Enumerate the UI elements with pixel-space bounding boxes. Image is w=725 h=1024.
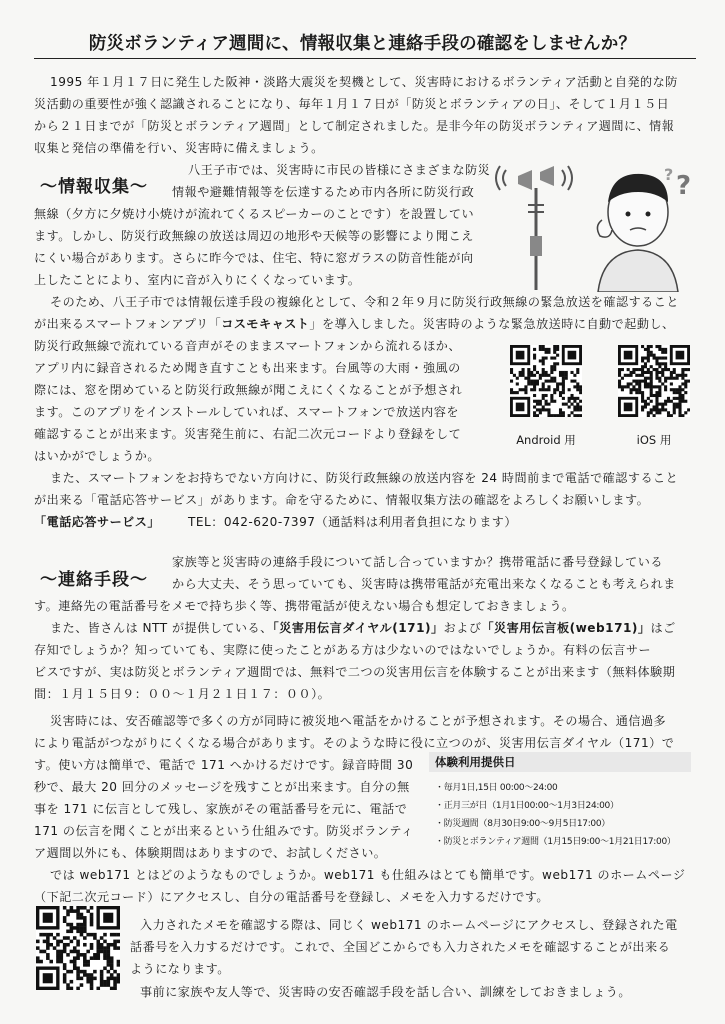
android-qr-label: Android 用: [516, 433, 576, 447]
page-title: 防災ボランティア週間に、情報収集と連絡手段の確認をしませんか？: [88, 34, 637, 54]
usage-line-7: ア週間以外にも、体験期間はありますので、お試しください。: [34, 846, 387, 860]
speaker-tower-icon: [496, 166, 572, 290]
dial-line-3: ビスですが、実は防災とボランティア週間では、無料で二つの災害用伝言を体験することが出来ます（無料体験期: [34, 665, 676, 679]
info-line-5: にくい場合があります。さらに昨今では、住宅、特に窓ガラスの防音性能が向: [34, 251, 474, 265]
web171-line-1: では web171 とはどのようなものでしょうか。web171 も仕組みはとても簡単です。web171 のホームページ: [50, 868, 686, 882]
schedule-item: ・防災とボランティア週間（1月15日9:00～1月21日17:00）: [435, 837, 676, 847]
web171-name: 「災害用伝言板(web171)」: [481, 621, 651, 635]
contact-line-1: 家族等と災害時の連絡手段について話し合っていますか？携帯電話に番号登録している: [172, 555, 663, 569]
schedule-item: ・正月三が日（1月1日00:00～1月3日24:00）: [435, 801, 619, 811]
schedule-item: ・毎月1日,15日 00:00～24:00: [435, 783, 558, 793]
intro-line-4: 収集と発信の準備を行い、災害時に備えましょう。: [34, 141, 324, 155]
speaker-illustration: [488, 150, 698, 292]
dial-line-2: 存知でしょうか？知っていても、実際に使ったことがある方は少ないのではないでしょうか。有料の伝言サー: [34, 643, 652, 657]
app-line-1: そのため、八王子市では情報伝達手段の複線化として、令和２年９月に防災行政無線の緊急放送を確認すること: [50, 295, 679, 309]
intro-line-2: 災活動の重要性が強く認識されることになり、毎年１月１７日が「防災とボランティアの日」、そして１月１５日: [34, 97, 670, 111]
contact-line-2: から大丈夫、そう思っていても、災害時は携帯電話が充電出来なくなることも考えられま: [172, 577, 676, 591]
info-line-2: 情報や避難情報等を伝達するため市内各所に防災行政: [172, 185, 475, 199]
dial-171-name: 「災害用伝言ダイヤル(171)」: [272, 621, 444, 635]
usage-line-4: 秒で、最大 20 回分のメッセージを残すことが出来ます。自分の無: [34, 780, 410, 794]
phone-number: TEL：042-620-7397（通話料は利用者負担になります）: [187, 515, 517, 529]
phone-service-info: [34, 511, 517, 533]
web171-line-2: （下記二次元コード）にアクセスし、自分の電話番号を登録し、メモを入力するだけです。: [34, 890, 550, 904]
intro-line-1: 1995 年１月１７日に発生した阪神・淡路大震災を契機として、災害時におけるボランティア活動と自発的な防: [50, 75, 678, 89]
phone-service-line-1: また、スマートフォンをお持ちでない方向けに、防災行政無線の放送内容を 24 時間前まで電話で確認すること: [50, 471, 679, 485]
contact-line-3: す。連絡先の電話番号をメモで持ち歩く等、携帯電話が使えない場合も想定しておきましょう。: [34, 599, 575, 613]
android-qr-code[interactable]: [510, 345, 582, 417]
usage-line-6: 171 の伝言を聞くことが出来るという仕組みです。防災ボランティ: [34, 824, 414, 838]
dial-line-4: 間：１月１５日９：００～１月２１日１７：００）。: [34, 687, 331, 701]
web171-line-3: 入力されたメモを確認する際は、同じく web171 のホームページにアクセスし、登録された電: [140, 918, 678, 932]
closing-line: 事前に家族や友人等で、災害時の安否確認手段を話し合い、訓練をしておきましょう。: [140, 985, 631, 999]
app-line-2: が出来るスマートフォンアプリ「コスモキャスト」を導入しました。災害時のような緊急放送時に自動で起動し、: [34, 317, 675, 331]
web171-line-5: ようになります。: [130, 962, 230, 976]
phone-service-label: 「電話応答サービス」: [34, 515, 160, 529]
ios-qr-label: iOS 用: [636, 433, 672, 447]
app-name: コスモキャスト: [221, 317, 310, 331]
usage-line-2: により電話がつながりにくくなる場合があります。そのような時に役に立つのが、災害用伝言ダイヤル（171）で: [34, 736, 675, 750]
app-line-6: ます。このアプリをインストールしていれば、スマートフォンで放送内容を: [34, 405, 459, 419]
schedule-title: 体験利用提供日: [429, 752, 691, 772]
info-line-6: 上したことにより、室内に音が入りにくくなっています。: [34, 273, 361, 287]
app-line-3: 防災行政無線で流れている音声がそのままスマートフォンから流れるほか、: [34, 339, 461, 353]
confused-person-icon: [597, 165, 691, 292]
info-line-4: ます。しかし、防災行政無線の放送は周辺の地形や天候等の影響により聞こえ: [34, 229, 474, 243]
svg-text:?: ?: [664, 165, 674, 184]
app-line-7: 確認することが出来ます。災害発生前に、右記二次元コードより登録をして: [34, 427, 462, 441]
usage-line-5: 事を 171 に伝言として残し、家族がその電話番号を元に、電話で: [34, 802, 408, 816]
title-underline: [34, 58, 696, 59]
usage-line-1: 災害時には、安否確認等で多くの方が同時に被災地へ電話をかけることが予想されます。その場合、通信過多: [50, 714, 667, 728]
section-heading-contact: ～連絡手段～: [40, 570, 148, 590]
app-line-8: はいかがでしょうか。: [34, 449, 160, 463]
dial-line-1: また、皆さんは NTT が提供している、「災害用伝言ダイヤル(171)」および「災害用伝言板(web171)」はご: [50, 621, 676, 635]
svg-text:?: ?: [676, 171, 692, 201]
usage-line-3: す。使い方は簡単で、電話で 171 へかけるだけです。録音時間 30: [34, 758, 414, 772]
intro-line-3: から２１日までが「防災とボランティア週間」として制定されました。是非今年の防災ボランティア週間に、情報: [34, 119, 675, 133]
ios-qr-code[interactable]: [618, 345, 690, 417]
schedule-item: ・防災週間（8月30日9:00～9月5日17:00）: [435, 819, 610, 829]
web171-qr-code[interactable]: [36, 906, 120, 990]
app-line-4: アプリ内に録音されるため聞き直すことも出来ます。台風等の大雨・強風の: [34, 361, 461, 375]
info-line-3: 無線（夕方に夕焼け小焼けが流れてくるスピーカーのことです）を設置してい: [34, 207, 475, 221]
trial-schedule-box: [429, 752, 691, 846]
app-line-5: 際には、窓を閉めていると防災行政無線が聞こえにくくなることが予想され: [34, 383, 463, 397]
phone-service-line-2: が出来る「電話応答サービス」があります。命を守るために、情報収集方法の確認をよろしくお願いします。: [34, 493, 650, 507]
web171-line-4: 話番号を入力するだけです。これで、全国どこからでも入力されたメモを確認することが出来る: [130, 940, 671, 954]
info-line-1: 八王子市では、災害時に市民の皆様にさまざまな防災: [188, 163, 491, 177]
section-heading-info: ～情報収集～: [40, 177, 148, 197]
